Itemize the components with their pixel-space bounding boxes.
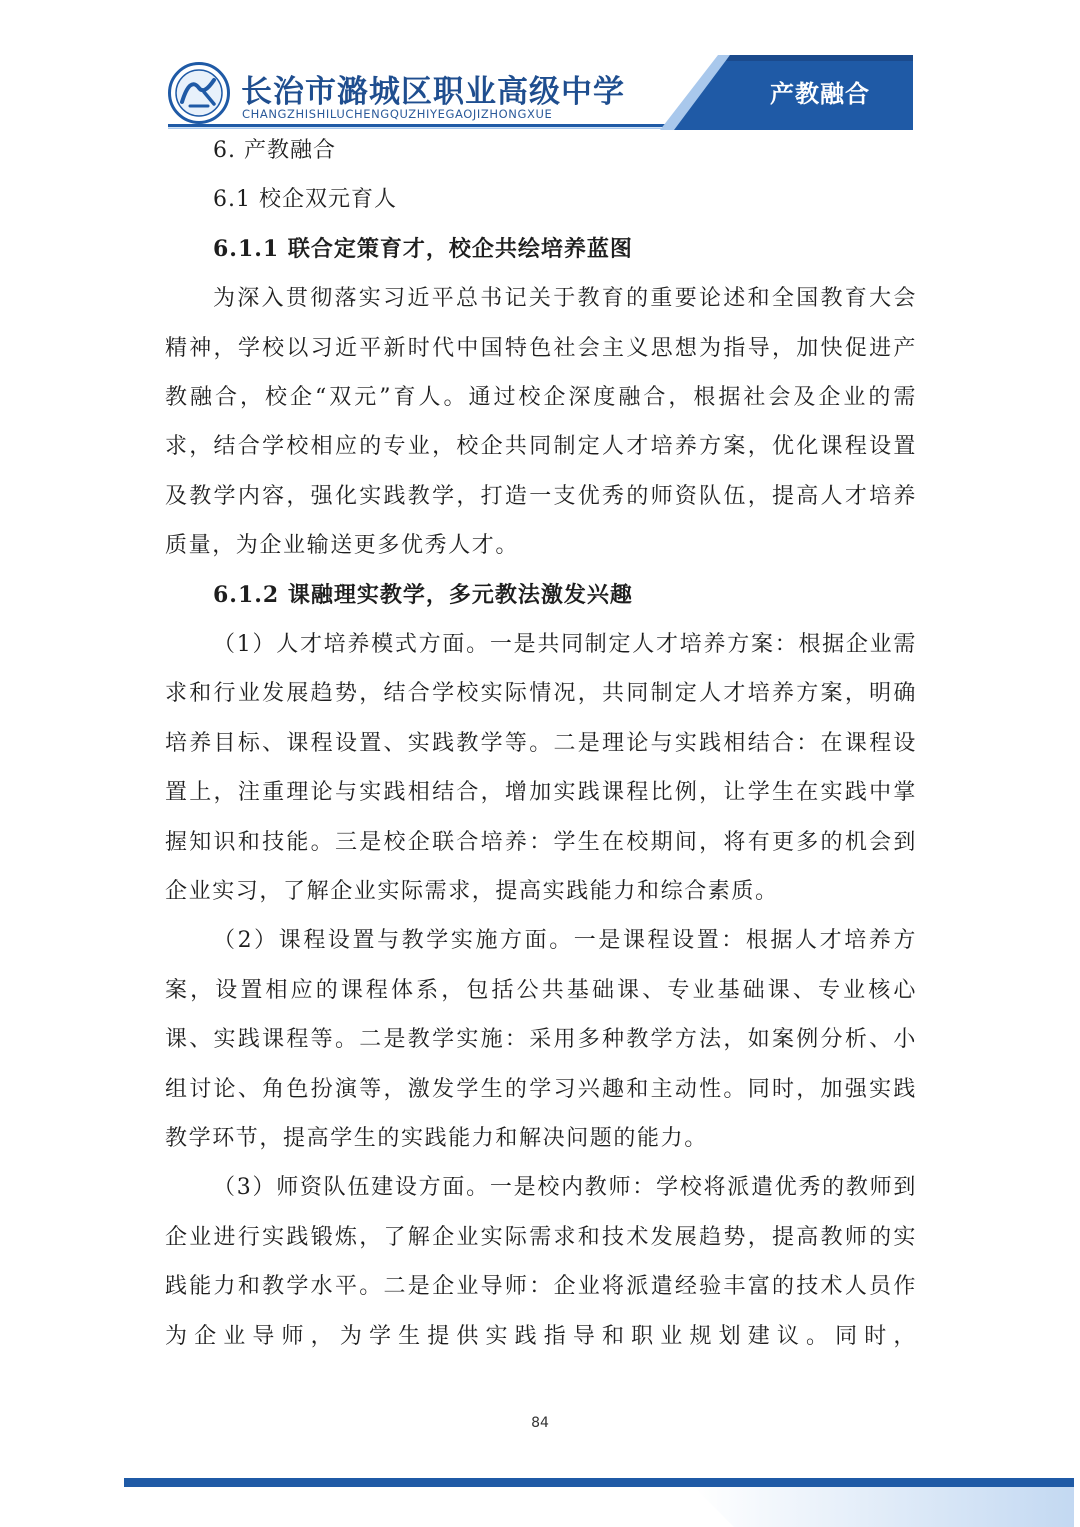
footer-bar <box>124 1472 1074 1527</box>
school-name: 长治市潞城区职业高级中学 <box>241 74 625 110</box>
paragraph: （3）师资队伍建设方面。一是校内教师：学校将派遣优秀的教师到企业进行实践锻炼，了解企业实际需求和技术发展趋势，提高教师的实践能力和教学水平。二是企业导师：企业将派遣经验丰富的技术人员作为企业导师，为学生提供实践指导和职业规划建议。同时， <box>165 1175 917 1349</box>
paragraph: （1）人才培养模式方面。一是共同制定人才培养方案：根据企业需求和行业发展趋势，结合学校实际情况，共同制定人才培养方案，明确培养目标、课程设置、实践教学等。二是理论与实践相结合：在课程设置上，注重理论与实践相结合，增加实践课程比例，让学生在实践中掌握知识和技能。三是校企联合培养：学生在校期间，将有更多的机会到企业实习，了解企业实际需求，提高实践能力和综合素质。 <box>165 632 917 905</box>
document-body <box>165 126 917 1361</box>
paragraph: （2）课程设置与教学实施方面。一是课程设置：根据人才培养方案，设置相应的课程体系，包括公共基础课、专业基础课、专业核心课、实践课程等。二是教学实施：采用多种教学方法，如案例分析、小组讨论、角色扮演等，激发学生的学习兴趣和主动性。同时，加强实践教学环节，提高学生的实践能力和解决问题的能力。 <box>165 928 917 1152</box>
school-name-pinyin: CHANGZHISHILUCHENGQUZHIYEGAOJIZHONGXUE <box>242 107 553 121</box>
page-header <box>0 0 1080 135</box>
page-number: 84 <box>531 1415 549 1431</box>
school-emblem-icon <box>168 62 230 124</box>
paragraph: 为深入贯彻落实习近平总书记关于教育的重要论述和全国教育大会精神，学校以习近平新时代中国特色社会主义思想为指导，加快促进产教融合，校企“双元”育人。通过校企深度融合，根据社会及企业的需求，结合学校相应的专业，校企共同制定人才培养方案，优化课程设置及教学内容，强化实践教学，打造一支优秀的师资队伍，提高人才培养质量，为企业输送更多优秀人才。 <box>165 286 917 559</box>
section-tag: 产教融合 <box>770 80 870 108</box>
heading-subsection: 6.1.1 联合定策育才，校企共绘培养蓝图 <box>213 235 633 262</box>
heading-subsection: 6.1.2 课融理实教学，多元教法激发兴趣 <box>213 581 633 608</box>
heading-chapter: 6. 产教融合 <box>213 138 336 163</box>
heading-section: 6.1 校企双元育人 <box>213 187 397 213</box>
